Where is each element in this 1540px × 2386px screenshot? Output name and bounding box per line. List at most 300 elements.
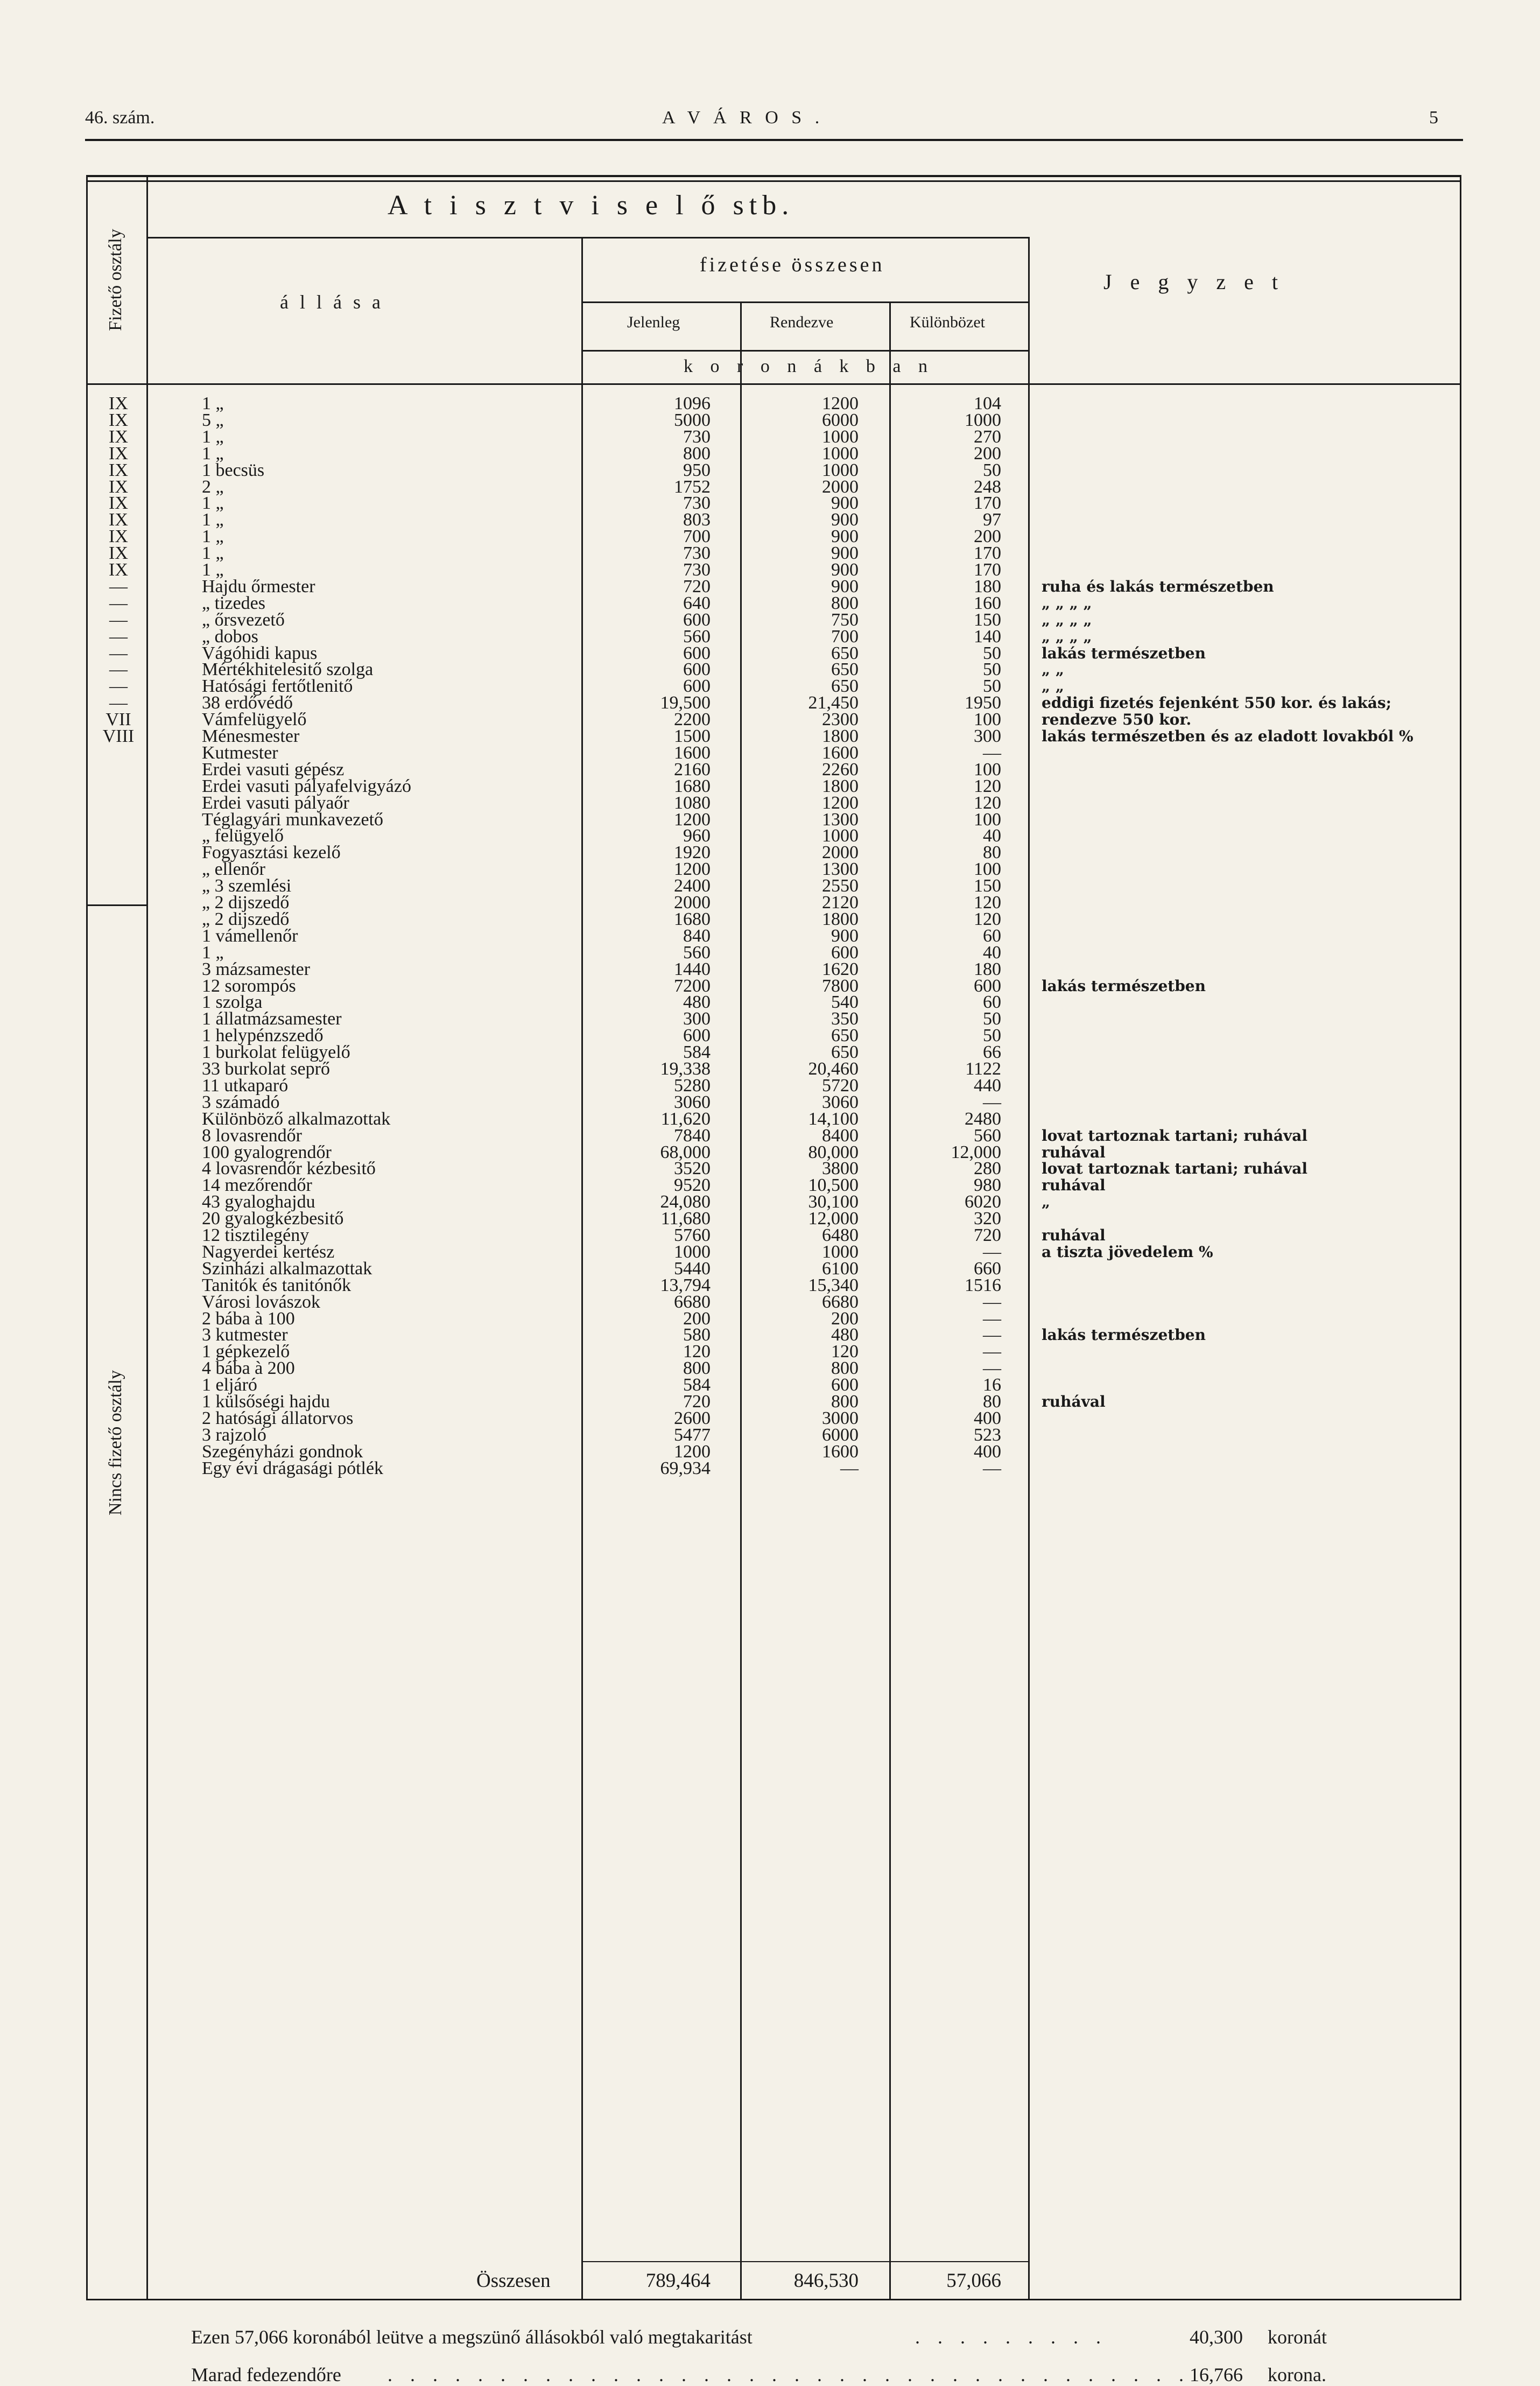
row-jegyzet: eddigi fizetés fejenként 550 kor. és lakás; xyxy=(1042,694,1392,712)
row-jelenleg: 24,080 xyxy=(660,1192,711,1212)
row-allas: Erdei vasuti gépész xyxy=(202,759,344,780)
footer-line1-text: Ezen 57,066 koronából leütve a megszünő állásokból való megtakaritást xyxy=(191,2326,753,2348)
row-class: IX xyxy=(109,443,128,464)
row-jelenleg: 584 xyxy=(683,1375,711,1395)
fizetes-underline xyxy=(581,301,1028,303)
row-rendezve: 12,000 xyxy=(808,1209,859,1229)
row-rendezve: 650 xyxy=(831,676,859,697)
row-kulonbozet: — xyxy=(983,742,1001,763)
row-rendezve: 1620 xyxy=(822,959,859,979)
row-rendezve: 1600 xyxy=(822,742,859,763)
row-allas: Városi lovászok xyxy=(202,1292,321,1312)
row-rendezve: 750 xyxy=(831,609,859,630)
row-jelenleg: 1752 xyxy=(674,476,711,497)
row-jelenleg: 480 xyxy=(683,992,711,1013)
row-rendezve: 350 xyxy=(831,1009,859,1029)
row-jelenleg: 730 xyxy=(683,493,711,514)
row-jelenleg: 2160 xyxy=(674,759,711,780)
row-jelenleg: 1680 xyxy=(674,776,711,796)
row-jegyzet: rendezve 550 kor. xyxy=(1042,711,1192,729)
row-allas: 1 szolga xyxy=(202,992,263,1013)
row-jelenleg: 720 xyxy=(683,1392,711,1412)
row-class: IX xyxy=(109,476,128,497)
row-rendezve: 15,340 xyxy=(808,1275,859,1295)
row-rendezve: 1200 xyxy=(822,394,859,413)
row-rendezve: 1000 xyxy=(822,443,859,464)
row-jegyzet: lovat tartoznak tartani; ruhával xyxy=(1042,1160,1308,1178)
row-jelenleg: 700 xyxy=(683,527,711,547)
row-kulonbozet: 80 xyxy=(983,1392,1001,1412)
row-jelenleg: 560 xyxy=(683,626,711,647)
row-class: IX xyxy=(109,510,128,530)
row-jelenleg: 1200 xyxy=(674,809,711,830)
row-jelenleg: 720 xyxy=(683,576,711,596)
row-jelenleg: 200 xyxy=(683,1308,711,1329)
row-rendezve: 700 xyxy=(831,626,859,647)
row-allas: 1 „ xyxy=(202,426,224,447)
header-bottom-rule xyxy=(86,383,1461,385)
row-allas: 1 „ xyxy=(202,510,224,530)
row-jelenleg: 600 xyxy=(683,659,711,680)
row-kulonbozet: 440 xyxy=(974,1075,1001,1096)
row-allas: 1 „ xyxy=(202,560,224,580)
row-allas: Hajdu őrmester xyxy=(202,576,315,596)
footer-line2-dots: . . . . . . . . . . . . . . . . . . . . . . . . . . . . . . . . . . . . xyxy=(388,2364,1190,2385)
row-allas: 5 „ xyxy=(202,410,224,430)
row-kulonbozet: — xyxy=(983,1342,1001,1362)
row-allas: 8 lovasrendőr xyxy=(202,1125,303,1146)
row-jelenleg: 1920 xyxy=(674,843,711,863)
row-kulonbozet: — xyxy=(983,1458,1001,1478)
row-class: — xyxy=(109,576,128,596)
row-rendezve: 900 xyxy=(831,510,859,530)
totals-jelenleg: 789,464 xyxy=(645,2270,711,2292)
row-allas: 43 gyaloghajdu xyxy=(202,1192,315,1212)
row-class: — xyxy=(109,609,128,630)
row-allas: Téglagyári munkavezető xyxy=(202,809,384,830)
row-allas: Különböző alkalmazottak xyxy=(202,1108,391,1129)
row-allas: 12 tisztilegény xyxy=(202,1225,310,1245)
row-kulonbozet: — xyxy=(983,1308,1001,1329)
totals-kulonbozet: 57,066 xyxy=(946,2270,1001,2292)
row-rendezve: 600 xyxy=(831,1375,859,1395)
row-rendezve: 1000 xyxy=(822,426,859,447)
row-kulonbozet: 100 xyxy=(974,859,1001,880)
row-kulonbozet: 40 xyxy=(983,826,1001,846)
row-kulonbozet: 66 xyxy=(983,1042,1001,1063)
row-jelenleg: 300 xyxy=(683,1009,711,1029)
row-jelenleg: 13,794 xyxy=(660,1275,711,1295)
row-allas: 14 mezőrendőr xyxy=(202,1175,312,1196)
row-rendezve: 900 xyxy=(831,576,859,596)
row-allas: 1 „ xyxy=(202,527,224,547)
totals-rendezve: 846,530 xyxy=(793,2270,859,2292)
row-allas: Kutmester xyxy=(202,742,278,763)
row-allas: 1 eljáró xyxy=(202,1375,257,1395)
row-class: — xyxy=(109,593,128,613)
row-rendezve: 2000 xyxy=(822,843,859,863)
row-jelenleg: 560 xyxy=(683,942,711,963)
table-left-border xyxy=(86,175,88,2299)
row-kulonbozet: 100 xyxy=(974,759,1001,780)
row-jelenleg: 730 xyxy=(683,560,711,580)
row-allas: 11 utkaparó xyxy=(202,1075,289,1096)
row-jegyzet: ruhával xyxy=(1042,1226,1106,1244)
row-kulonbozet: 1000 xyxy=(965,410,1001,430)
row-kulonbozet: 60 xyxy=(983,992,1001,1013)
row-allas: 1 külsőségi hajdu xyxy=(202,1392,330,1412)
row-kulonbozet: 140 xyxy=(974,626,1001,647)
row-kulonbozet: 270 xyxy=(974,426,1001,447)
row-jegyzet: lakás természetben xyxy=(1042,644,1206,662)
row-kulonbozet: 40 xyxy=(983,942,1001,963)
row-class: IX xyxy=(109,560,128,580)
row-allas: 1 „ xyxy=(202,543,224,564)
subcol-underline xyxy=(581,350,1028,352)
row-kulonbozet: 170 xyxy=(974,560,1001,580)
row-allas: 3 kutmester xyxy=(202,1325,288,1345)
row-kulonbozet: 320 xyxy=(974,1209,1001,1229)
row-jegyzet: „ „ „ „ xyxy=(1042,627,1092,645)
row-class: — xyxy=(109,693,128,713)
row-rendezve: 480 xyxy=(831,1325,859,1345)
row-jelenleg: 1680 xyxy=(674,909,711,929)
row-jelenleg: 5000 xyxy=(674,410,711,430)
row-class: — xyxy=(109,659,128,680)
row-jelenleg: 600 xyxy=(683,609,711,630)
row-kulonbozet: 12,000 xyxy=(951,1142,1001,1162)
row-allas: 1 állatmázsamester xyxy=(202,1009,342,1029)
row-rendezve: 900 xyxy=(831,560,859,580)
row-rendezve: 650 xyxy=(831,1042,859,1063)
row-kulonbozet: 720 xyxy=(974,1225,1001,1245)
row-rendezve: 6680 xyxy=(822,1292,859,1312)
table-bottom-rule xyxy=(86,2299,1461,2300)
row-rendezve: 6000 xyxy=(822,1424,859,1445)
col-sep-class-lower xyxy=(146,904,148,2299)
row-jelenleg: 7200 xyxy=(674,976,711,996)
table-top-rule-2 xyxy=(86,180,1461,182)
row-allas: 33 burkolat seprő xyxy=(202,1059,330,1079)
row-kulonbozet: 180 xyxy=(974,576,1001,596)
row-allas: Erdei vasuti pályaőr xyxy=(202,792,349,813)
col-sep-jelenleg xyxy=(740,301,742,2299)
row-kulonbozet: 400 xyxy=(974,1408,1001,1428)
row-allas: 1 becsüs xyxy=(202,460,265,480)
row-rendezve: 21,450 xyxy=(808,693,859,713)
row-jelenleg: 2600 xyxy=(674,1408,711,1428)
row-rendezve: 2300 xyxy=(822,710,859,730)
running-title: A V Á R O S . xyxy=(662,108,824,128)
row-kulonbozet: 80 xyxy=(983,843,1001,863)
col-header-class: Fizető osztály xyxy=(106,229,125,331)
row-allas: 3 rajzoló xyxy=(202,1424,266,1445)
row-class: — xyxy=(109,626,128,647)
row-class: IX xyxy=(109,543,128,564)
row-kulonbozet: 2480 xyxy=(965,1108,1001,1129)
row-jegyzet: ruhával xyxy=(1042,1393,1106,1410)
row-jelenleg: 2200 xyxy=(674,710,711,730)
row-allas: Vágóhidi kapus xyxy=(202,643,318,663)
row-rendezve: 1000 xyxy=(822,1241,859,1262)
row-rendezve: 600 xyxy=(831,942,859,963)
row-rendezve: 6100 xyxy=(822,1258,859,1279)
row-allas: Egy évi drágasági pótlék xyxy=(202,1458,384,1478)
row-rendezve: 1600 xyxy=(822,1441,859,1462)
unit-row: k o r o n á k b a n xyxy=(684,356,934,376)
row-allas: Hatósági fertőtlenitő xyxy=(202,676,353,697)
row-rendezve: 6480 xyxy=(822,1225,859,1245)
row-kulonbozet: 300 xyxy=(974,726,1001,746)
row-rendezve: 30,100 xyxy=(808,1192,859,1212)
row-kulonbozet: 100 xyxy=(974,710,1001,730)
page-number-left: 46. szám. xyxy=(85,108,155,128)
footer-line2-unit: korona. xyxy=(1268,2364,1326,2385)
row-allas: 1 „ xyxy=(202,493,224,514)
row-kulonbozet: 50 xyxy=(983,1009,1001,1029)
row-kulonbozet: — xyxy=(983,1358,1001,1379)
row-jelenleg: 120 xyxy=(683,1342,711,1362)
row-jelenleg: 580 xyxy=(683,1325,711,1345)
row-allas: 1 gépkezelő xyxy=(202,1342,290,1362)
row-jelenleg: 600 xyxy=(683,643,711,663)
row-jelenleg: 1200 xyxy=(674,859,711,880)
row-jegyzet: lovat tartoznak tartani; ruhával xyxy=(1042,1126,1308,1145)
row-allas: 38 erdővédő xyxy=(202,693,293,713)
col-header-fizetes: fizetése összesen xyxy=(700,254,885,276)
row-jegyzet: „ „ „ „ xyxy=(1042,610,1092,629)
row-allas: Nagyerdei kertész xyxy=(202,1241,335,1262)
row-allas: 20 gyalogkézbesitő xyxy=(202,1209,344,1229)
row-rendezve: 3060 xyxy=(822,1092,859,1112)
col-header-kulonbozet: Különbözet xyxy=(910,313,985,331)
row-jelenleg: 950 xyxy=(683,460,711,480)
row-jelenleg: 1080 xyxy=(674,792,711,813)
row-jelenleg: 1600 xyxy=(674,742,711,763)
row-allas: 2 bába à 100 xyxy=(202,1308,295,1329)
row-allas: 4 bába à 200 xyxy=(202,1358,295,1379)
row-kulonbozet: 400 xyxy=(974,1441,1001,1462)
row-rendezve: 80,000 xyxy=(808,1142,859,1162)
row-kulonbozet: 60 xyxy=(983,925,1001,946)
row-allas: 4 lovasrendőr kézbesitő xyxy=(202,1159,376,1179)
row-jelenleg: 7840 xyxy=(674,1125,711,1146)
row-jelenleg: 2000 xyxy=(674,893,711,913)
row-jegyzet: „ xyxy=(1042,1193,1051,1211)
table-title: A t i s z t v i s e l ő stb. xyxy=(388,190,794,221)
row-kulonbozet: 97 xyxy=(983,510,1001,530)
row-kulonbozet: 120 xyxy=(974,776,1001,796)
row-jelenleg: 800 xyxy=(683,443,711,464)
footer-line2-value: 16,766 xyxy=(1190,2364,1243,2385)
row-jelenleg: 6680 xyxy=(674,1292,711,1312)
row-class: IX xyxy=(109,493,128,514)
row-jelenleg: 640 xyxy=(683,593,711,613)
row-jelenleg: 1000 xyxy=(674,1241,711,1262)
row-kulonbozet: 50 xyxy=(983,643,1001,663)
row-rendezve: 2550 xyxy=(822,876,859,896)
row-jelenleg: 800 xyxy=(683,1358,711,1379)
row-class: IX xyxy=(109,410,128,430)
row-rendezve: 540 xyxy=(831,992,859,1013)
row-kulonbozet: 1950 xyxy=(965,693,1001,713)
row-jelenleg: 803 xyxy=(683,510,711,530)
row-rendezve: 900 xyxy=(831,543,859,564)
table-top-rule xyxy=(86,175,1461,177)
row-jelenleg: 960 xyxy=(683,826,711,846)
row-kulonbozet: 100 xyxy=(974,809,1001,830)
row-allas: Ménesmester xyxy=(202,726,300,746)
row-allas: 1 „ xyxy=(202,394,224,413)
row-allas: Szinházi alkalmazottak xyxy=(202,1258,372,1279)
totals-label: Összesen xyxy=(476,2270,551,2292)
row-kulonbozet: 6020 xyxy=(965,1192,1001,1212)
row-allas: Szegényházi gondnok xyxy=(202,1441,363,1462)
row-kulonbozet: — xyxy=(983,1325,1001,1345)
row-kulonbozet: 280 xyxy=(974,1159,1001,1179)
row-jelenleg: 584 xyxy=(683,1042,711,1063)
row-kulonbozet: — xyxy=(983,1292,1001,1312)
row-kulonbozet: 170 xyxy=(974,543,1001,564)
row-allas: Fogyasztási kezelő xyxy=(202,843,341,863)
row-jelenleg: 1200 xyxy=(674,1441,711,1462)
row-jelenleg: 600 xyxy=(683,1026,711,1046)
row-rendezve: 1800 xyxy=(822,776,859,796)
row-allas: 1 burkolat felügyelő xyxy=(202,1042,350,1063)
row-kulonbozet: 104 xyxy=(974,394,1001,413)
row-class: IX xyxy=(109,527,128,547)
col-sep-class xyxy=(146,175,148,904)
totals-rule xyxy=(581,2261,1028,2262)
row-class: — xyxy=(109,643,128,663)
footer-line2-text: Marad fedezendőre xyxy=(191,2364,341,2385)
row-jegyzet: ruhával xyxy=(1042,1143,1106,1161)
row-allas: 1 „ xyxy=(202,443,224,464)
row-rendezve: 14,100 xyxy=(808,1108,859,1129)
row-kulonbozet: 200 xyxy=(974,527,1001,547)
col-header-jegyzet: J e g y z e t xyxy=(1103,270,1284,294)
row-rendezve: 2260 xyxy=(822,759,859,780)
row-kulonbozet: 523 xyxy=(974,1424,1001,1445)
row-rendezve: 1300 xyxy=(822,859,859,880)
row-kulonbozet: 600 xyxy=(974,976,1001,996)
row-jegyzet: a tiszta jövedelem % xyxy=(1042,1243,1213,1261)
row-jelenleg: 68,000 xyxy=(660,1142,711,1162)
row-kulonbozet: 120 xyxy=(974,909,1001,929)
page-number-right: 5 xyxy=(1429,108,1438,128)
row-jelenleg: 730 xyxy=(683,426,711,447)
footer-line1-dots: . . . . . . . . . xyxy=(915,2326,1107,2348)
row-rendezve: 6000 xyxy=(822,410,859,430)
row-rendezve: 120 xyxy=(831,1342,859,1362)
row-kulonbozet: 50 xyxy=(983,460,1001,480)
row-allas: 3 mázsamester xyxy=(202,959,311,979)
row-jegyzet: lakás természetben és az eladott lovakból % xyxy=(1042,727,1414,745)
row-kulonbozet: 150 xyxy=(974,609,1001,630)
row-jegyzet: ruha és lakás természetben xyxy=(1042,577,1274,595)
row-kulonbozet: 160 xyxy=(974,593,1001,613)
row-rendezve: 1000 xyxy=(822,826,859,846)
row-allas: „ tizedes xyxy=(202,593,265,613)
row-rendezve: 800 xyxy=(831,1358,859,1379)
row-jegyzet: ruhával xyxy=(1042,1176,1106,1195)
row-kulonbozet: 1122 xyxy=(965,1059,1001,1079)
row-allas: „ felügyelő xyxy=(202,826,284,846)
row-rendezve: 2120 xyxy=(822,893,859,913)
row-rendezve: 1300 xyxy=(822,809,859,830)
row-allas: „ ellenőr xyxy=(202,859,265,880)
row-jegyzet: „ „ xyxy=(1042,677,1064,696)
row-jegyzet: lakás természetben xyxy=(1042,977,1206,995)
nincs-fizeto-label: Nincs fizető osztály xyxy=(106,1370,125,1516)
row-rendezve: 800 xyxy=(831,593,859,613)
row-rendezve: 1200 xyxy=(822,792,859,813)
row-jelenleg: 5477 xyxy=(674,1424,711,1445)
row-class: — xyxy=(109,676,128,697)
row-allas: 1 vámellenőr xyxy=(202,925,298,946)
col-header-jelenleg: Jelenleg xyxy=(627,313,680,331)
row-class: IX xyxy=(109,394,128,413)
row-kulonbozet: 248 xyxy=(974,476,1001,497)
row-jelenleg: 5760 xyxy=(674,1225,711,1245)
row-kulonbozet: — xyxy=(983,1092,1001,1112)
table-right-border xyxy=(1460,175,1461,2299)
row-allas: 1 „ xyxy=(202,942,224,963)
row-allas: 1 helypénzszedő xyxy=(202,1026,324,1046)
row-jelenleg: 9520 xyxy=(674,1175,711,1196)
row-allas: 2 „ xyxy=(202,476,224,497)
row-rendezve: 650 xyxy=(831,1026,859,1046)
row-jelenleg: 3060 xyxy=(674,1092,711,1112)
row-kulonbozet: 170 xyxy=(974,493,1001,514)
row-jelenleg: 19,500 xyxy=(660,693,711,713)
row-jelenleg: 69,934 xyxy=(660,1458,711,1478)
row-kulonbozet: 560 xyxy=(974,1125,1001,1146)
row-jelenleg: 3520 xyxy=(674,1159,711,1179)
row-kulonbozet: 150 xyxy=(974,876,1001,896)
row-rendezve: — xyxy=(840,1458,859,1478)
row-rendezve: 800 xyxy=(831,1392,859,1412)
row-kulonbozet: 200 xyxy=(974,443,1001,464)
row-kulonbozet: 50 xyxy=(983,1026,1001,1046)
row-rendezve: 8400 xyxy=(822,1125,859,1146)
col-sep-kulonbozet xyxy=(1028,237,1030,2299)
row-rendezve: 1800 xyxy=(822,726,859,746)
row-allas: „ dobos xyxy=(202,626,258,647)
row-rendezve: 900 xyxy=(831,493,859,514)
row-jelenleg: 1500 xyxy=(674,726,711,746)
row-allas: 100 gyalogrendőr xyxy=(202,1142,332,1162)
row-class: IX xyxy=(109,426,128,447)
row-jelenleg: 2400 xyxy=(674,876,711,896)
row-jelenleg: 19,338 xyxy=(660,1059,711,1079)
row-rendezve: 1000 xyxy=(822,460,859,480)
row-kulonbozet: 660 xyxy=(974,1258,1001,1279)
row-jelenleg: 1096 xyxy=(674,394,711,413)
row-kulonbozet: 50 xyxy=(983,659,1001,680)
row-kulonbozet: 16 xyxy=(983,1375,1001,1395)
row-rendezve: 3000 xyxy=(822,1408,859,1428)
row-kulonbozet: 120 xyxy=(974,893,1001,913)
row-class: VIII xyxy=(102,726,135,746)
row-jelenleg: 11,680 xyxy=(660,1209,711,1229)
row-jelenleg: 1440 xyxy=(674,959,711,979)
row-allas: „ 2 dijszedő xyxy=(202,909,290,929)
footer-line1-value: 40,300 xyxy=(1190,2326,1243,2348)
row-rendezve: 3800 xyxy=(822,1159,859,1179)
row-jelenleg: 5280 xyxy=(674,1075,711,1096)
class-split-rule xyxy=(86,904,146,906)
